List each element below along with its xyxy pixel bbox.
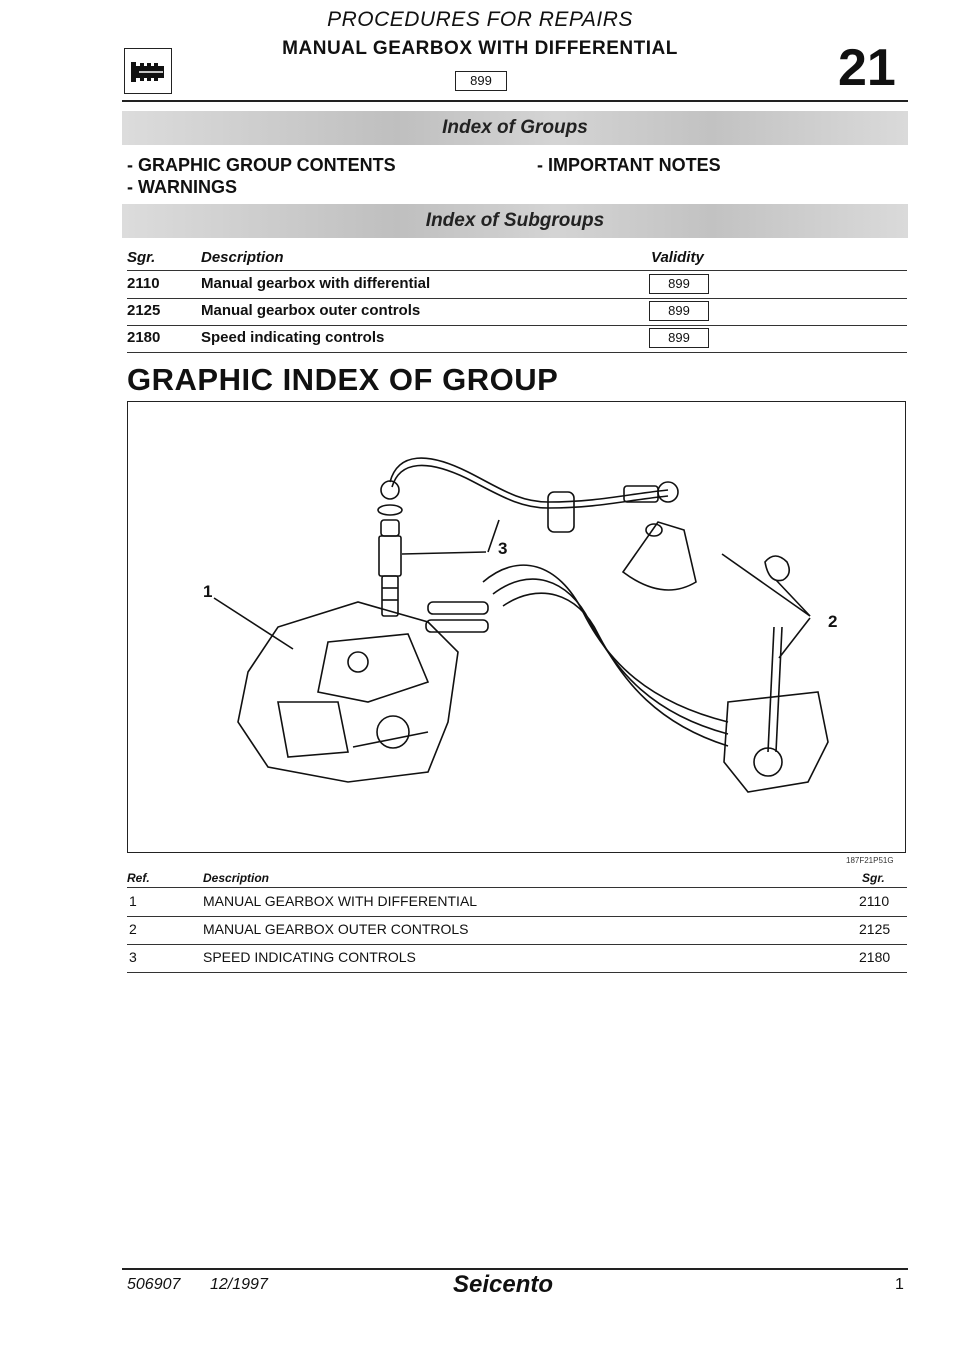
callout-2: 2 <box>828 612 838 631</box>
row-description: SPEED INDICATING CONTROLS <box>203 949 416 965</box>
table-row <box>127 944 907 973</box>
row-sgr: 2125 <box>127 302 161 319</box>
table-row <box>127 325 907 353</box>
row-ref: 1 <box>129 893 137 909</box>
document-title: PROCEDURES FOR REPAIRS <box>327 8 633 31</box>
row-sgr: 2180 <box>127 329 161 346</box>
group-number: 21 <box>838 39 896 97</box>
page-number: 1 <box>895 1276 904 1293</box>
row-sgr: 2110 <box>127 275 160 292</box>
validity-badge: 899 <box>649 274 709 294</box>
group-item: - GRAPHIC GROUP CONTENTS <box>127 155 396 175</box>
manual-logo-icon <box>124 48 172 94</box>
table-row <box>127 888 907 917</box>
row-description: MANUAL GEARBOX WITH DIFFERENTIAL <box>203 893 478 909</box>
column-header-validity: Validity <box>651 249 704 266</box>
index-of-groups-banner: Index of Groups <box>122 111 908 145</box>
row-sgr: 2125 <box>859 921 891 937</box>
callout-3: 3 <box>498 539 508 558</box>
document-number: 506907 <box>127 1276 181 1293</box>
row-description: Manual gearbox outer controls <box>201 302 421 319</box>
group-item: - IMPORTANT NOTES <box>537 155 721 175</box>
column-header-sgr: Sgr. <box>127 249 156 266</box>
publication-date: 12/1997 <box>210 1276 268 1293</box>
brand-logo: Seicento <box>453 1271 554 1298</box>
row-ref: 2 <box>129 921 137 937</box>
row-description: MANUAL GEARBOX OUTER CONTROLS <box>203 921 469 937</box>
validity-badge: 899 <box>649 301 709 321</box>
table-row <box>127 298 907 326</box>
column-header-description: Description <box>201 249 284 266</box>
figure-code: 187F21P51G <box>846 856 894 865</box>
group-item: - WARNINGS <box>127 177 237 197</box>
row-sgr: 2110 <box>859 893 890 909</box>
row-description: Speed indicating controls <box>201 329 385 346</box>
gearbox-illustration <box>128 402 904 851</box>
column-header-ref: Ref. <box>127 871 150 885</box>
callout-1: 1 <box>203 582 213 601</box>
row-sgr: 2180 <box>859 949 891 965</box>
footer-divider <box>122 1268 908 1270</box>
graphic-index-title: GRAPHIC INDEX OF GROUP <box>127 362 559 397</box>
column-header-sgr: Sgr. <box>862 871 885 885</box>
table-row <box>127 916 907 945</box>
validity-badge: 899 <box>649 328 709 348</box>
index-of-subgroups-banner: Index of Subgroups <box>122 204 908 238</box>
row-description: Manual gearbox with differential <box>201 275 431 292</box>
model-code-badge: 899 <box>455 71 507 91</box>
column-header-description: Description <box>203 871 270 885</box>
exploded-diagram <box>127 401 906 853</box>
header-divider <box>122 100 908 102</box>
table-row <box>127 271 907 299</box>
section-subtitle: MANUAL GEARBOX WITH DIFFERENTIAL <box>282 38 678 59</box>
row-ref: 3 <box>129 949 137 965</box>
